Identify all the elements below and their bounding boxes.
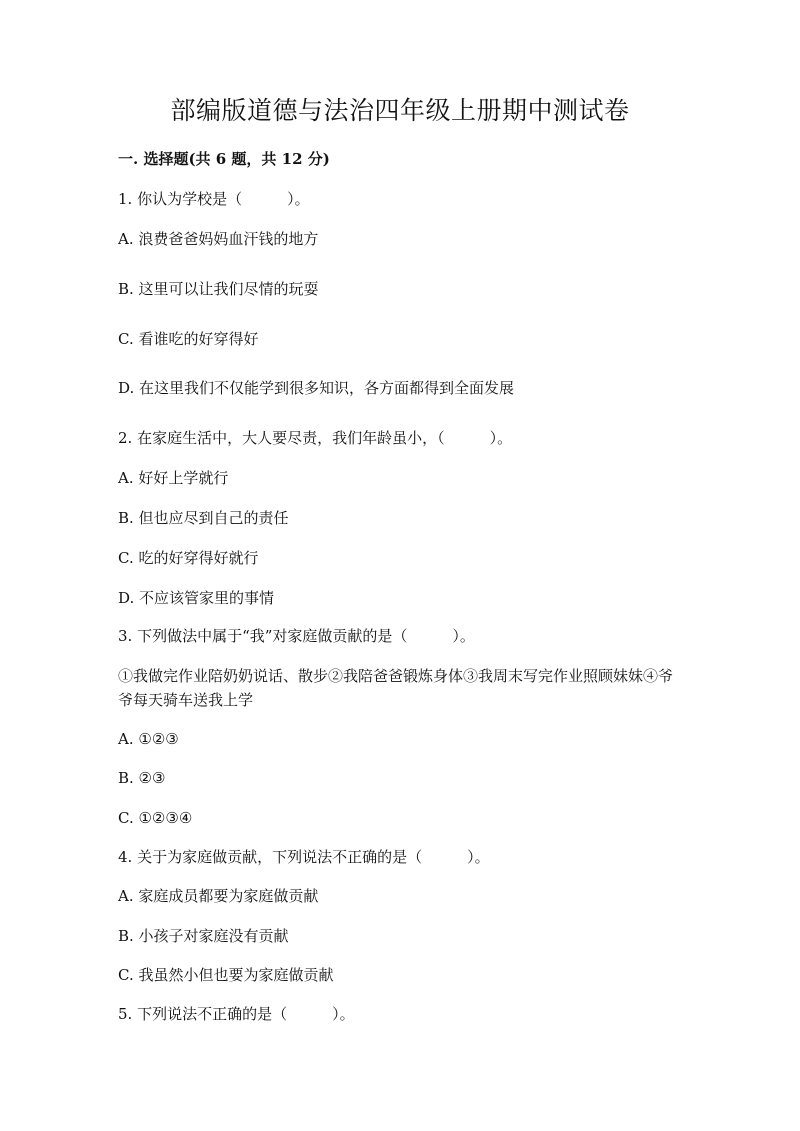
exam-title: 部编版道德与法治四年级上册期中测试卷 [170, 96, 630, 125]
question-1-option-a: A. 浪费爸爸妈妈血汗钱的地方 [118, 230, 319, 248]
question-3-option-c: C. ①②③④ [118, 809, 193, 827]
question-4-option-c: C. 我虽然小但也要为家庭做贡献 [118, 966, 334, 984]
question-2-option-b: B. 但也应尽到自己的责任 [118, 509, 289, 527]
question-5-stem: 5. 下列说法不正确的是（ ）。 [118, 1005, 355, 1023]
question-2-option-c: C. 吃的好穿得好就行 [118, 549, 259, 567]
question-3-stem: 3. 下列做法中属于“我”对家庭做贡献的是（ ）。 [118, 627, 475, 645]
question-1-option-b: B. 这里可以让我们尽情的玩耍 [118, 280, 319, 298]
question-4-option-a: A. 家庭成员都要为家庭做贡献 [118, 887, 319, 905]
question-2-stem: 2. 在家庭生活中，大人要尽责，我们年龄虽小，（ ）。 [118, 429, 513, 447]
question-1-option-c: C. 看谁吃的好穿得好 [118, 330, 259, 348]
section-heading: 一. 选择题(共 6 题，共 12 分) [118, 150, 330, 168]
question-3-option-b: B. ②③ [118, 769, 166, 787]
question-2-option-d: D. 不应该管家里的事情 [118, 589, 275, 607]
question-2-option-a: A. 好好上学就行 [118, 469, 229, 487]
question-3-option-a: A. ①②③ [118, 730, 179, 748]
question-1-option-d: D. 在这里我们不仅能学到很多知识，各方面都得到全面发展 [118, 379, 515, 397]
question-1-stem: 1. 你认为学校是（ ）。 [118, 190, 310, 208]
question-4-stem: 4. 关于为家庭做贡献，下列说法不正确的是（ ）。 [118, 848, 490, 866]
question-3-note: ①我做完作业陪奶奶说话、散步②我陪爸爸锻炼身体③我周末写完作业照顾妹妹④爷爷每天骑车送我上学 [118, 667, 674, 709]
question-4-option-b: B. 小孩子对家庭没有贡献 [118, 927, 289, 945]
